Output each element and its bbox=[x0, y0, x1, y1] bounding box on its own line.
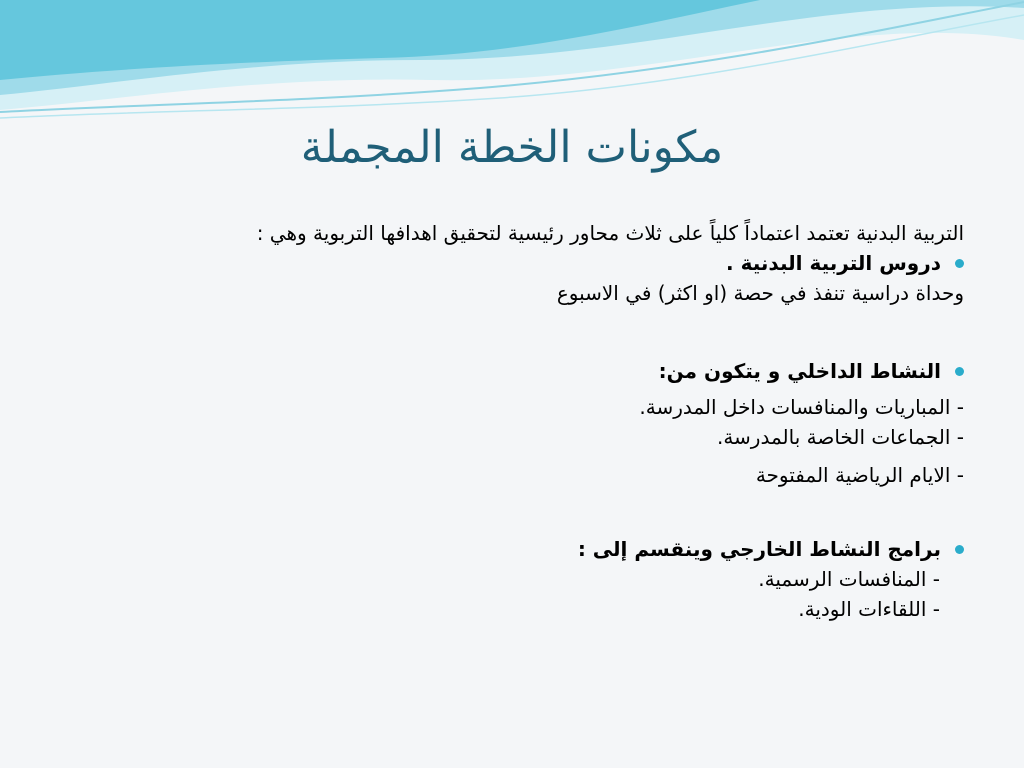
bullet-dot-icon bbox=[955, 367, 964, 376]
slide-title: مكونات الخطة المجملة bbox=[300, 122, 724, 173]
bullet-dot-icon bbox=[955, 545, 964, 554]
header-wave-decoration bbox=[0, 0, 1024, 125]
sub-line: - المنافسات الرسمية. bbox=[758, 567, 940, 591]
bullet-dot-icon bbox=[955, 259, 964, 268]
bullet-heading: النشاط الداخلي و يتكون من: bbox=[658, 359, 941, 383]
bullet-heading: برامج النشاط الخارجي وينقسم إلى : bbox=[577, 537, 941, 561]
bullet-heading: دروس التربية البدنية . bbox=[726, 251, 941, 275]
sub-line: - المباريات والمنافسات داخل المدرسة. bbox=[639, 395, 964, 419]
bullet-item-external-programs bbox=[44, 534, 964, 564]
sub-line: - الجماعات الخاصة بالمدرسة. bbox=[716, 425, 964, 449]
slide-body bbox=[44, 218, 964, 624]
sub-line: - اللقاءات الودية. bbox=[798, 597, 940, 621]
bullet-item-lessons bbox=[44, 248, 964, 278]
sub-line: وحداة دراسية تنفذ في حصة (او اكثر) في الاسبوع bbox=[556, 281, 964, 305]
intro-text: التربية البدنية تعتمد اعتماداً كلياً على ثلاث محاور رئيسية لتحقيق اهدافها التربوية وهي : bbox=[256, 221, 964, 245]
sub-line: - الايام الرياضية المفتوحة bbox=[755, 463, 964, 487]
bullet-item-internal-activity bbox=[44, 356, 964, 386]
